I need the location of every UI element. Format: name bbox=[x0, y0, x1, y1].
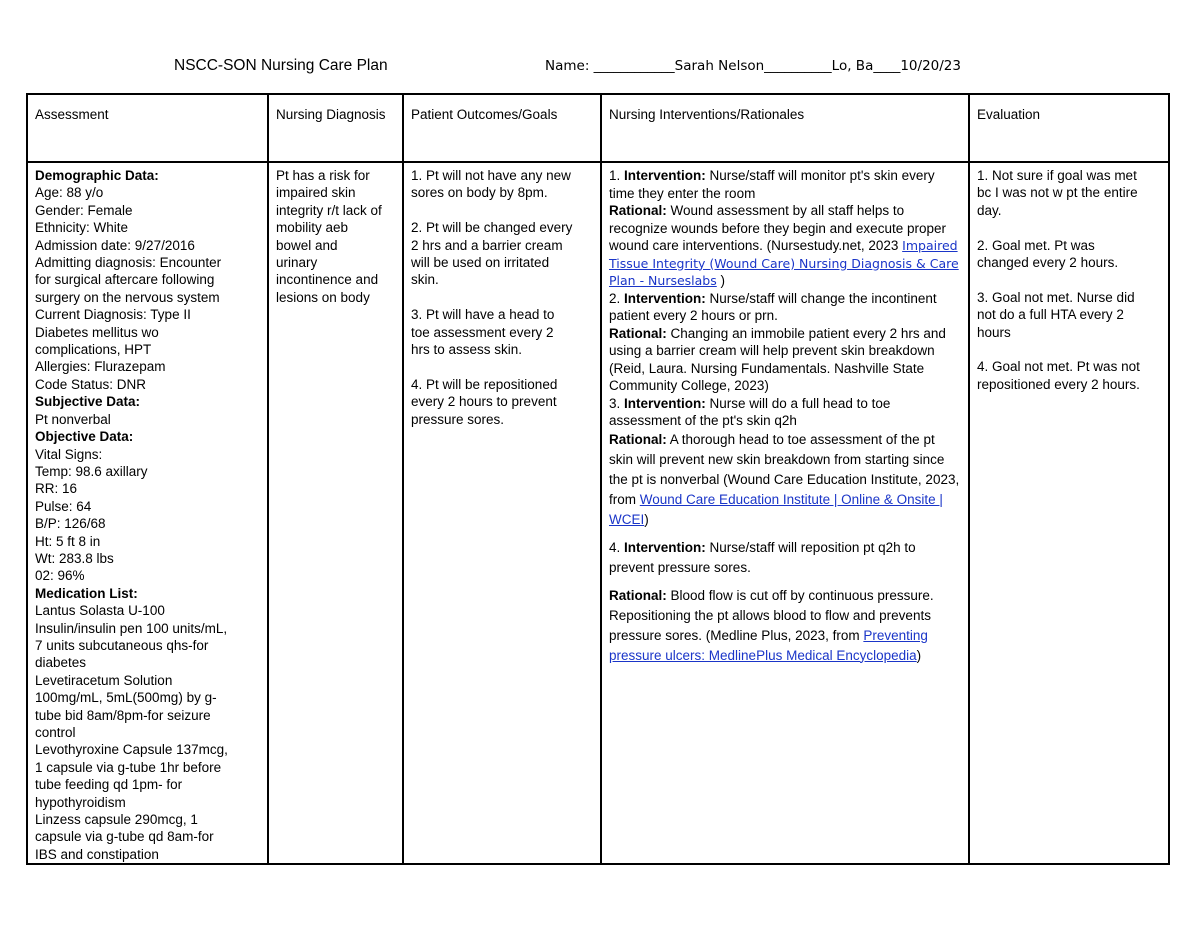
diagnosis-line: bowel and bbox=[276, 237, 338, 253]
intervention-1 bbox=[609, 167, 962, 202]
goal-3 bbox=[411, 306, 594, 358]
medication-line: 100mg/mL, 5mL(500mg) by g- bbox=[35, 690, 217, 706]
demographic-line: surgery on the nervous system bbox=[35, 289, 220, 305]
medication-line: tube bid 8am/8pm-for seizure bbox=[35, 707, 211, 723]
name-line: Name: ____________Sarah Nelson__________Lo, Ba____10/20/23 bbox=[545, 58, 961, 74]
rationale-label: Rational: bbox=[609, 431, 667, 447]
medication-line: IBS and constipation bbox=[35, 846, 159, 862]
goal-line: pressure sores. bbox=[411, 411, 505, 427]
goal-line: hrs to assess skin. bbox=[411, 342, 523, 358]
medication-line: control bbox=[35, 725, 76, 740]
diagnosis-line: urinary bbox=[276, 255, 318, 271]
evaluation-line: 1. Not sure if goal was met bbox=[977, 168, 1137, 183]
medication-line: Lantus Solasta U-100 bbox=[35, 603, 165, 619]
intervention-text: Nurse/staff will reposition pt q2h to prevent pressure sores. bbox=[609, 539, 916, 575]
intervention-label: Intervention: bbox=[624, 539, 706, 555]
rationale-3-link[interactable]: Wound Care Education Institute | Online & Onsite | WCEI bbox=[609, 491, 943, 527]
demographic-line: for surgical aftercare following bbox=[35, 272, 215, 288]
care-plan-table bbox=[26, 93, 1170, 865]
evaluation-1 bbox=[977, 167, 1162, 219]
medication-line: 1 capsule via g-tube 1hr before bbox=[35, 759, 222, 775]
rationale-end: ) bbox=[716, 273, 726, 288]
intervention-3 bbox=[609, 395, 962, 430]
medication-line: diabetes bbox=[35, 655, 87, 671]
intervention-number: 4. bbox=[609, 539, 625, 555]
rationale-text: Blood flow is cut off by continuous pressure. Repositioning the pt allows blood to flow and prevents pressure sores. (Medline Plus, 2023, from bbox=[609, 587, 934, 643]
demographic-line: Code Status: DNR bbox=[35, 376, 147, 392]
demographic-line: Allergies: Flurazepam bbox=[35, 359, 166, 375]
diagnosis-line: mobility aeb bbox=[276, 220, 349, 236]
evaluation-3 bbox=[977, 289, 1162, 341]
medication-line: 7 units subcutaneous qhs-for bbox=[35, 637, 209, 653]
intervention-text: Nurse will do a full head to toe assessment of the pt's skin q2h bbox=[609, 395, 891, 428]
rationale-label: Rational: bbox=[609, 203, 667, 218]
subjective-heading: Subjective Data: bbox=[35, 394, 141, 410]
diagnosis-line: Pt has a risk for bbox=[276, 168, 370, 183]
intervention-text: Nurse/staff will monitor pt's skin every time they enter the room bbox=[609, 168, 935, 201]
objective-line: Pulse: 64 bbox=[35, 498, 92, 514]
col-header-interventions: Nursing Interventions/Rationales bbox=[601, 94, 969, 162]
evaluation-line: 2. Goal met. Pt was bbox=[977, 237, 1095, 253]
evaluation-line: changed every 2 hours. bbox=[977, 255, 1119, 271]
evaluation-2 bbox=[977, 237, 1162, 272]
evaluation-4 bbox=[977, 358, 1162, 393]
intervention-label: Intervention: bbox=[624, 290, 706, 306]
intervention-2 bbox=[609, 290, 962, 325]
subjective-line: Pt nonverbal bbox=[35, 411, 111, 427]
medication-line: tube feeding qd 1pm- for bbox=[35, 777, 183, 793]
objective-line: Temp: 98.6 axillary bbox=[35, 463, 148, 479]
medication-line: Linzess capsule 290mcg, 1 bbox=[35, 812, 198, 828]
demographic-line: Gender: Female bbox=[35, 202, 133, 218]
evaluation-line: hours bbox=[977, 324, 1011, 340]
goal-line: 4. Pt will be repositioned bbox=[411, 376, 558, 392]
demographic-line: Ethnicity: White bbox=[35, 220, 129, 236]
interventions-cell bbox=[601, 162, 969, 864]
content-row bbox=[27, 162, 1169, 864]
medication-heading: Medication List: bbox=[35, 585, 138, 601]
rationale-text: Wound assessment by all staff helps to recognize wounds before they begin and execute proper wound care interventions. (Nursestudy.net, 2023 bbox=[609, 203, 946, 253]
intervention-label: Intervention: bbox=[624, 395, 706, 411]
goal-line: sores on body by 8pm. bbox=[411, 185, 548, 201]
demographic-line: Age: 88 y/o bbox=[35, 185, 104, 201]
evaluation-line: bc I was not w pt the entire bbox=[977, 185, 1138, 201]
evaluation-line: not do a full HTA every 2 bbox=[977, 307, 1124, 323]
objective-line: B/P: 126/68 bbox=[35, 516, 106, 532]
intervention-number: 1. bbox=[609, 168, 625, 183]
diagnosis-line: integrity r/t lack of bbox=[276, 202, 382, 218]
objective-line: Vital Signs: bbox=[35, 446, 103, 462]
rationale-end: ) bbox=[644, 511, 649, 527]
medication-line: hypothyroidism bbox=[35, 794, 126, 810]
assessment-cell bbox=[27, 162, 268, 864]
goal-line: will be used on irritated bbox=[411, 255, 550, 271]
goals-cell bbox=[403, 162, 601, 864]
demographic-line: Admitting diagnosis: Encounter bbox=[35, 255, 222, 271]
rationale-text: Changing an immobile patient every 2 hrs and using a barrier cream will help prevent skin breakdown (Reid, Laura. Nursing Fundamentals. Nashville State Community College, 2023) bbox=[609, 325, 946, 393]
intervention-text: Nurse/staff will change the incontinent patient every 2 hours or prn. bbox=[609, 290, 937, 323]
header-row bbox=[27, 94, 1169, 162]
goal-4 bbox=[411, 376, 594, 428]
intervention-number: 2. bbox=[609, 290, 625, 306]
goal-2 bbox=[411, 219, 594, 289]
demographic-heading: Demographic Data: bbox=[35, 168, 159, 183]
evaluation-cell bbox=[969, 162, 1169, 864]
demographic-line: complications, HPT bbox=[35, 342, 152, 358]
intervention-label: Intervention: bbox=[624, 168, 706, 183]
rationale-label: Rational: bbox=[609, 325, 667, 341]
goal-line: skin. bbox=[411, 272, 439, 288]
objective-line: RR: 16 bbox=[35, 481, 78, 497]
goal-line: every 2 hours to prevent bbox=[411, 394, 557, 410]
col-header-outcomes: Patient Outcomes/Goals bbox=[403, 94, 601, 162]
medication-line: Levetiracetum Solution bbox=[35, 672, 173, 688]
intervention-number: 3. bbox=[609, 395, 625, 411]
diagnosis-line: lesions on body bbox=[276, 289, 370, 305]
goal-line: 1. Pt will not have any new bbox=[411, 168, 571, 183]
rationale-4-link[interactable]: Preventing pressure ulcers: MedlinePlus Medical Encyclopedia bbox=[609, 627, 928, 663]
goal-line: 2 hrs and a barrier cream bbox=[411, 237, 563, 253]
objective-line: 02: 96% bbox=[35, 568, 85, 584]
rationale-2 bbox=[609, 325, 962, 395]
objective-line: Ht: 5 ft 8 in bbox=[35, 533, 101, 549]
objective-heading: Objective Data: bbox=[35, 429, 134, 445]
evaluation-line: 4. Goal not met. Pt was not bbox=[977, 359, 1140, 375]
demographic-line: Admission date: 9/27/2016 bbox=[35, 237, 195, 253]
demographic-line: Current Diagnosis: Type II bbox=[35, 307, 191, 323]
diagnosis-line: impaired skin bbox=[276, 185, 356, 201]
medication-line: capsule via g-tube qd 8am-for bbox=[35, 829, 214, 845]
medication-line: Levothyroxine Capsule 137mcg, bbox=[35, 742, 228, 758]
evaluation-line: repositioned every 2 hours. bbox=[977, 376, 1140, 392]
rationale-label: Rational: bbox=[609, 587, 667, 603]
col-header-diagnosis: Nursing Diagnosis bbox=[268, 94, 403, 162]
rationale-1 bbox=[609, 202, 962, 290]
diagnosis-line: incontinence and bbox=[276, 272, 379, 288]
diagnosis-cell bbox=[268, 162, 403, 864]
goal-line: 3. Pt will have a head to bbox=[411, 307, 555, 323]
page-title: NSCC-SON Nursing Care Plan bbox=[174, 57, 388, 74]
goal-1 bbox=[411, 167, 594, 202]
intervention-4 bbox=[609, 538, 962, 578]
rationale-text: A thorough head to toe assessment of the pt skin will prevent new skin breakdown from starting since the pt is nonverbal (Wound Care Education Institute, 2023, from bbox=[609, 431, 960, 507]
rationale-4 bbox=[609, 586, 962, 666]
goal-line: toe assessment every 2 bbox=[411, 324, 554, 340]
evaluation-line: 3. Goal not met. Nurse did bbox=[977, 289, 1135, 305]
objective-line: Wt: 283.8 lbs bbox=[35, 550, 114, 566]
medication-line: Insulin/insulin pen 100 units/mL, bbox=[35, 620, 228, 636]
col-header-evaluation: Evaluation bbox=[969, 94, 1169, 162]
rationale-1-link[interactable]: Impaired Tissue Integrity (Wound Care) Nursing Diagnosis & Care Plan - Nurseslabs bbox=[609, 238, 959, 288]
rationale-end: ) bbox=[916, 647, 922, 663]
rationale-3 bbox=[609, 430, 962, 530]
demographic-line: Diabetes mellitus wo bbox=[35, 324, 159, 340]
col-header-assessment: Assessment bbox=[27, 94, 268, 162]
evaluation-line: day. bbox=[977, 202, 1002, 218]
goal-line: 2. Pt will be changed every bbox=[411, 220, 573, 236]
